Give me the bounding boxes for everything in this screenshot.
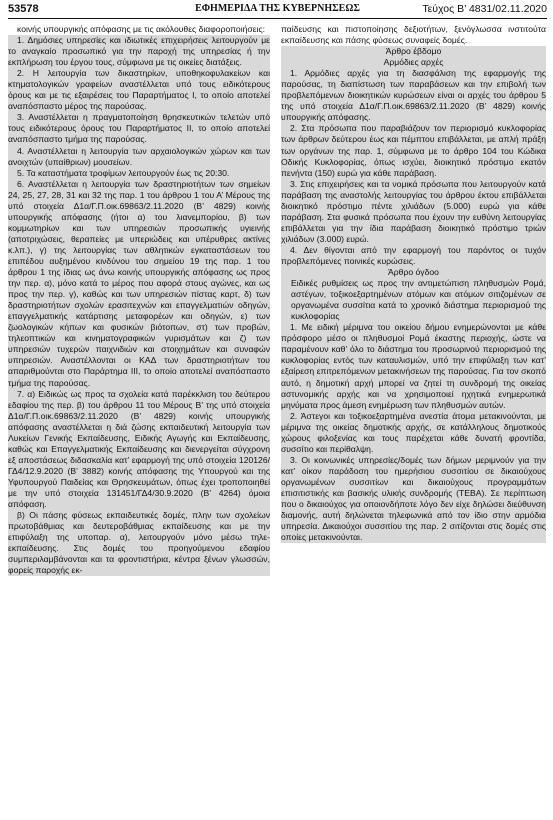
- right-column: [281, 24, 546, 543]
- paragraph-1: 1. Δημόσιες υπηρεσίες και ιδιωτικές επιχειρήσεις λειτουργούν με το αναγκαίο προσωπικό για την παροχή της υπηρεσίας ή την εκπλήρωση του έργου τους, σύμφωνα με τις οικείες διατάξεις.: [8, 35, 270, 68]
- paragraph-3: 3. Αναστέλλεται η πραγματοποίηση θρησκευτικών τελετών υπό τους ειδικότερους όρους του Παραρτήματος ΙΙ, το οποίο αποτελεί αναπόσπαστο τμήμα της παρούσας.: [8, 112, 270, 145]
- paragraph-continued: παίδευσης και πιστοποίησης δεξιοτήτων, ξενόγλωσσα ινστιτούτα εκπαίδευσης και πάσης φύσεως συναφείς δομές.: [281, 24, 546, 46]
- paragraph-intro: κοινής υπουργικής απόφασης με τις ακόλουθες διαφοροποιήσεις:: [17, 24, 265, 34]
- article-8-subtitle: Ειδικές ρυθμίσεις ως προς την αντιμετώπιση πληθυσμών Ρομά, αστέγων, τοξικοεξαρτημένων ατόμων και ατόμων σιτιζομένων σε οργανωμένα συσσίτια κατά το χρονικό διάστημα περιορισμού της κυκλοφορίας: [291, 278, 546, 322]
- article-8-paragraph-1: 1. Με ειδική μέριμνα του οικείου δήμου ενημερώνονται με κάθε πρόσφορο μέσο οι πληθυσμοί Ρομά έκαστης περιοχής, ώστε να παραμένουν καθ’ όλο το διάστημα του προσωρινού περιορισμού της κυκλοφορίας εντός των καταυλισμών, υπό την επιφύλαξη των κατ’ εξαίρεση επιτρεπόμενων μετακινήσεων της παρούσας. Για τον σκοπό αυτό, η δημοτική αρχή μπορεί να ζητεί τη συνδρομή της οικείας αστυνομικής αρχής και να χρησιμοποιεί ηχητικά ενημερωτικά μηνύματα προς άμεση ενημέρωση των πληθυσμών αυτών.: [281, 322, 546, 410]
- article-8-title: Άρθρο όγδοο: [388, 267, 439, 278]
- article-7: [281, 46, 546, 267]
- page-header: [8, 2, 547, 19]
- paragraph-7a: 7. α) Ειδικώς ως προς τα σχολεία κατά παρέκκλιση του δεύτερου εδαφίου της περ. β) του άρθρου 11 του Μέρους Β’ της υπό στοιχεία Δ1α/Γ.Π.οικ.69863/2.11.2020 (Β’ 4829) κοινής υπουργικής απόφασης αναστέλλεται η διά ζώσης εκπαιδευτική λειτουργία των Λυκείων Γενικής Εκπαίδευσης, Ειδικής Αγωγής και Εκπαίδευσης, καθώς και Επαγγελματικής Εκπαίδευσης και διενεργείται σύγχρονη εξ αποστάσεως διδασκαλία κατ’ εφαρμογή της υπό στοιχεία 120126/ΓΔ4/12.9.2020 (Β’ 3882) κοινής απόφασης της Υπουργού και της Υφυπουργού Παιδείας και Θρησκευμάτων, όπως έχει τροποποιηθεί με την υπό στοιχεία 131451/ΓΔ4/30.9.2020 (Β’ 4264) όμοια απόφαση.: [8, 388, 270, 510]
- article-7-paragraph-1: 1. Αρμόδιες αρχές για τη διασφάλιση της εφαρμογής της παρούσας, τη διαπίστωση των παραβάσεων και την επιβολή των προβλεπόμενων διοικητικών κυρώσεων είναι οι αρχές του άρθρου 5 της υπό στοιχεία Δ1α/Γ.Π.οικ.69863/2.11.2020 (Β’ 4829) κοινής υπουργικής απόφασης.: [281, 68, 546, 123]
- article-7-paragraph-2: 2. Στα πρόσωπα που παραβιάζουν τον περιορισμό κυκλοφορίας των άρθρων δεύτερου έως και πέμπτου επιβάλλεται, με απλή πράξη των οργάνων της παρ. 1, σύμφωνα με το άρθρο 104 του Κώδικα Οδικής Κυκλοφορίας, όπως ισχύει, διοικητικό πρόστιμο εκατόν πενήντα (150) ευρώ για κάθε παράβαση.: [281, 123, 546, 178]
- paragraph-4: 4. Αναστέλλεται η λειτουργία των αρχαιολογικών χώρων και των ανοιχτών (υπαίθριων) μουσείων.: [8, 145, 270, 167]
- gazette-title: ΕΦΗΜΕΡΙΔΑ ΤΗΣ ΚΥΒΕΡΝΗΣΕΩΣ: [195, 3, 360, 14]
- article-7-paragraph-3: 3. Στις επιχειρήσεις και τα νομικά πρόσωπα που λειτουργούν κατά παράβαση της αναστολής λειτουργίας του άρθρου έκτου επιβάλλεται διοικητικό πρόστιμο πέντε χιλιάδων (5.000) ευρώ για κάθε παράβαση. Στα φυσικά πρόσωπα που έχουν την ευθύνη λειτουργίας επιβάλλεται για την ίδια παράβαση διοικητικό πρόστιμο τριών χιλιάδων (3.000) ευρώ.: [281, 178, 546, 244]
- paragraph-7b: β) Οι πάσης φύσεως εκπαιδευτικές δομές, πλην των σχολείων πρωτοβάθμιας και δευτεροβάθμιας εκπαίδευσης και με την επιφύλαξη της υποπαρ. α), λειτουργούν μόνο μέσω τηλε-εκπαίδευσης. Στις δομές του προηγούμενου εδαφίου συμπεριλαμβάνονται και τα φροντιστήρια, κέντρα ξένων γλωσσών, φορείς παροχής εκ-: [8, 510, 270, 576]
- article-7-subtitle: Αρμόδιες αρχές: [383, 57, 444, 68]
- article-7-paragraph-4: 4. Δεν θίγονται από την εφαρμογή του παρόντος οι τυχόν προβλεπόμενες ποινικές κυρώσεις.: [281, 244, 546, 266]
- paragraph-6: 6. Αναστέλλεται η λειτουργία των δραστηριοτήτων των σημείων 24, 25, 27, 28, 31 και 32 της παρ. 1 του άρθρου 1 του Α’ Μέρους της υπό στοιχεία Δ1α/Γ.Π.οικ.69863/2.11.2020 (Β’ 4829) κοινής υπουργικής απόφασης (ήτοι α) του λιανεμπορίου, β) των κομμωτηρίων και των υπηρεσιών προσωπικής υγιεινής (αποτριχώσεις, θεραπείες με υπεριώδεις και υπέρυθρες ακτίνες κ.λπ.), γ) της λειτουργίας των αθλητικών εγκαταστάσεων του επιπέδου αυξημένου κινδύνου του σημείου 19 της παρ. 1 του άρθρου 1 της ίδιας ως άνω κοινής υπουργικής απόφασης ως προς την περ. α), μόνο κατά το μέρος που αφορά στους αγώνες, και ως προς την περ. γ), καθώς και των υπηρεσιών πίστας καρτ, δ) των δραστηριοτήτων σχολών ερασιτεχνών και επαγγελματιών οδηγών, επαγγελματικής κατάρτισης μεταφορέων και οδηγών, ε) των ζωολογικών κήπων και φυσικών βιότοπων, στ) των προβών, τηλεοπτικών και κινηματογραφικών γυρισμάτων και ζ) των υπηρεσιών τυχερών παιχνιδιών και στοιχημάτων και συναφών υπηρεσιών. Αναστέλλονται οι ΚΑΔ των δραστηριοτήτων του απαριθμούνται στο Παράρτημα ΙΙΙ, το οποίο αποτελεί αναπόσπαστο τμήμα της παρούσας.: [8, 178, 270, 388]
- article-8-paragraph-2: 2. Άστεγοι και τοξικοεξαρτημένα ανεστία άτομα μετακινούνται, με μέριμνα της οικείας δημοτικής αρχής, σε κατάλληλους δημοτικούς χώρους φιλοξενίας και τους παρέχεται κάθε δυνατή φροντίδα, συσσίτιο και περίθαλψη.: [281, 410, 546, 454]
- page-number: 53578: [8, 3, 39, 15]
- paragraph-2: 2. Η λειτουργία των δικαστηρίων, υποθηκοφυλακείων και κτηματολογικών γραφείων αναστέλλεται υπό τους ειδικότερους όρους και με τις εξαιρέσεις του Παραρτήματος Ι, το οποίο αποτελεί αναπόσπαστο μέρος της παρούσας.: [8, 68, 270, 112]
- article-8: [281, 267, 546, 543]
- left-column: [8, 24, 270, 576]
- article-8-paragraph-3: 3. Οι κοινωνικές υπηρεσίες/δομές των δήμων μεριμνούν για την κατ’ οίκον παράδοση του ημερήσιου συσσιτίου σε δικαιούχους οργανωμένων συσσιτίων και δικαιούχους προγραμμάτων επισιτιστικής και βασικής υλικής συνδρομής (ΤΕΒΑ). Σε περίπτωση που ο δικαιούχος για οποιονδήποτε λόγο δεν είχε δηλώσει διεύθυνση διαμονής, αυτή δηλώνεται τηλεφωνικά από τον ίδιο στην αρμόδια υπηρεσία. Δικαιούχοι συσσιτίου της παρ. 2 σιτίζονται στις δομές στις οποίες μετακινούνται.: [281, 454, 546, 543]
- article-7-title: Άρθρο έβδομο: [385, 46, 442, 57]
- paragraph-5: 5. Τα καταστήματα τροφίμων λειτουργούν έως τις 20:30.: [8, 168, 270, 179]
- issue-number: Τεύχος Β’ 4831/02.11.2020: [422, 3, 547, 15]
